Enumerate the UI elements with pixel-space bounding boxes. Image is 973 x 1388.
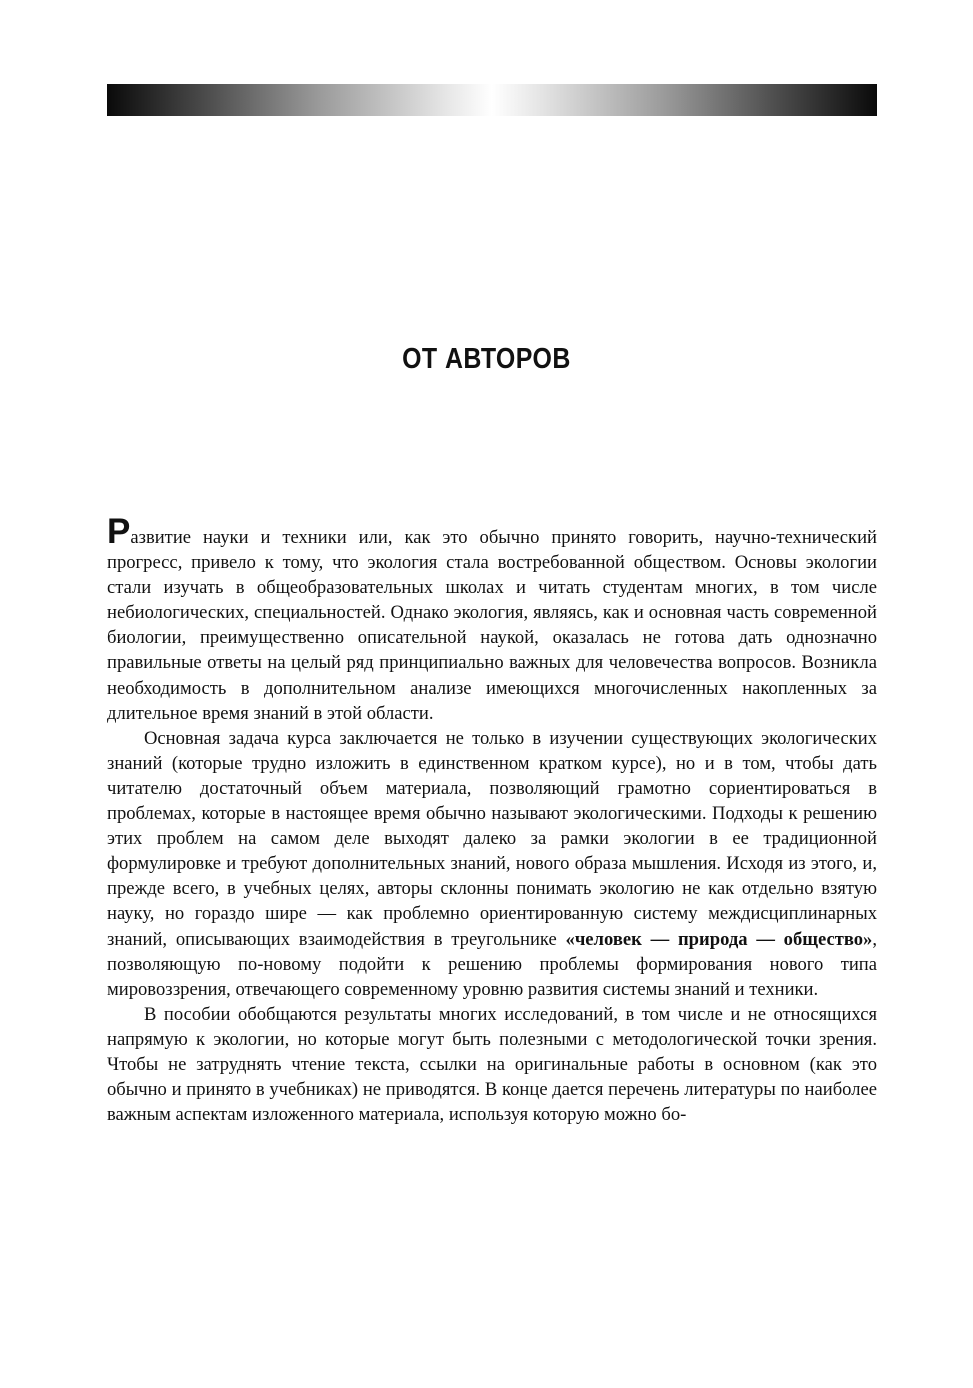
body-text	[107, 512, 878, 1127]
header-bar-right-gradient	[492, 84, 877, 116]
paragraph-1	[107, 512, 877, 726]
header-bar-left-gradient	[107, 84, 492, 116]
chapter-header-bar	[107, 84, 877, 116]
paragraph-2-text-before: Основная задача курса заключается не только в изучении существующих экологических знаний (которые трудно изложить в единственном кратком курсе), но и в том, чтобы дать читателю достаточный объем материала, позволяющий грамотно сориентироваться в проблемах, которые в настоящее время обычно называют экологическими. Подходы к решению этих проблем на самом деле выходят далеко за рамки экологии в ее традиционной формулировке и требуют дополнительных знаний, нового образа мышления. Исходя из этого, и, прежде всего, в учебных целях, авторы склонны понимать экологию не как отдельно взятую науку, но гораздо шире — как проблемно ориентированную систему междисциплинарных знаний, описывающих взаимодействия в треугольнике	[107, 727, 877, 950]
emphasis-triangle-phrase: «человек — природа — общество»	[565, 928, 873, 950]
paragraph-2	[107, 726, 877, 1002]
drop-cap-letter: Р	[107, 512, 131, 551]
paragraph-2-text-after: , позволяющую по-новому подойти к решению проблемы формирования нового типа мировоззрения, отвечающего современному уровню развития системы знаний и техники.	[107, 928, 878, 1000]
paragraph-1-text: азвитие науки и техники или, как это обычно принято говорить, научно-технический прогресс, привело к тому, что экология стала востребованной обществом. Основы экологии стали изучать в общеобразовательных школах и читать студентам многих, в том числе небиологических, специальностей. Однако экология, являясь, как и основная часть современной биологии, преимущественно описательной наукой, оказалась не готова дать однозначно правильные ответы на целый ряд принципиально важных для человечества вопросов. Возникла необходимость в дополнительном анализе имеющихся многочисленных накопленных за длительное время знаний в этой области.	[107, 527, 877, 724]
paragraph-3-text: В пособии обобщаются результаты многих исследований, в том числе и не относящихся напрямую к экологии, но которые могут быть полезными с методологической точки зрения. Чтобы не затруднять чтение текста, ссылки на оригинальные работы в основном (как это обычно и принято в учебниках) не приводятся. В конце дается перечень литературы по наиболее важным аспектам изложенного материала, используя которую можно бо-	[107, 1003, 877, 1126]
paragraph-3	[107, 1002, 877, 1127]
chapter-title: ОТ АВТОРОВ	[402, 343, 571, 375]
